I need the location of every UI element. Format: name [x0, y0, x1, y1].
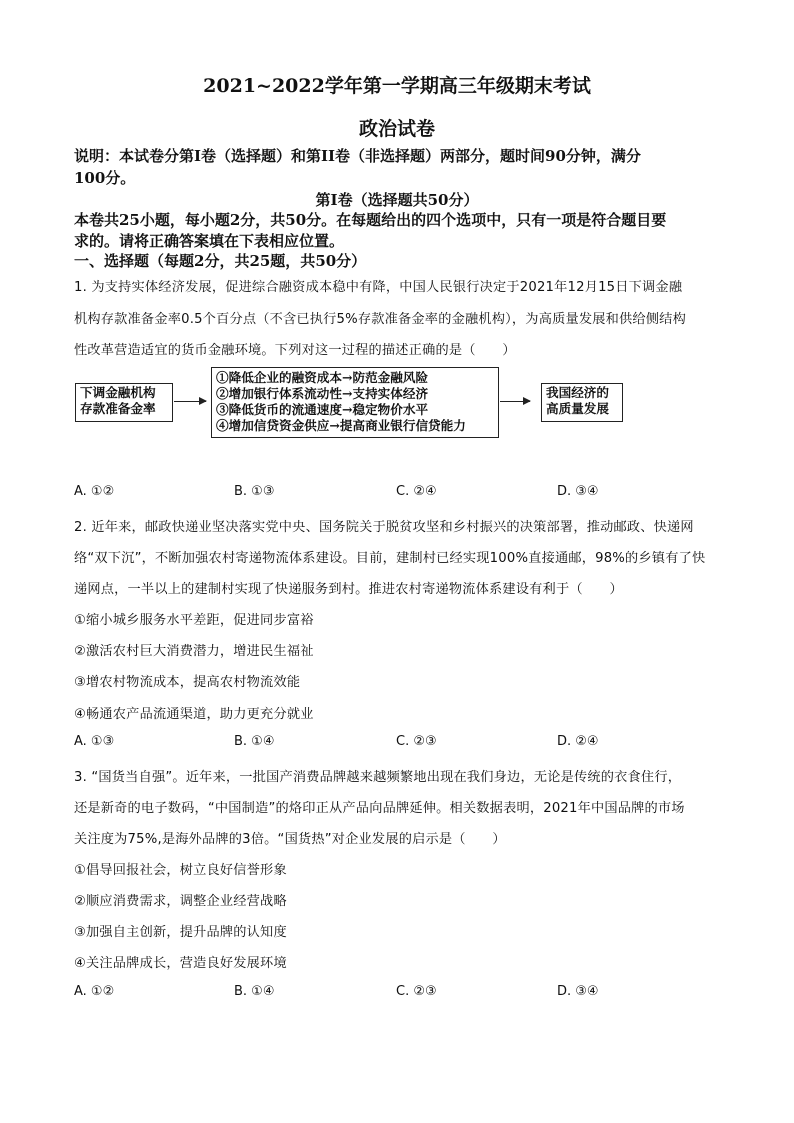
arrow-right-icon: [174, 401, 206, 402]
q2-stem-line-1: 2. 近年来，邮政快递业坚决落实党中央、国务院关于脱贫攻坚和乡村振兴的决策部署，推动邮政、快递网: [74, 520, 694, 535]
q1-diagram-item-2: ②增加银行体系流动性→支持实体经济: [216, 386, 429, 401]
arrow-right-icon: [500, 401, 530, 402]
section-heading: 第Ⅰ卷（选择题共50分）: [315, 191, 479, 209]
q1-diagram-right-box: [541, 383, 623, 422]
q1-option-d[interactable]: D. ③④: [557, 484, 599, 499]
q3-stem-line-2: 还是新奇的电子数码，“中国制造”的烙印正从产品向品牌延伸。相关数据表明，2021年中国品牌的市场: [74, 801, 685, 816]
q1-diagram-middle-box: [211, 367, 499, 438]
q2-statement-4: ④畅通农产品流通渠道，助力更充分就业: [74, 707, 314, 722]
q3-statement-2: ②顺应消费需求，调整企业经营战略: [74, 894, 287, 909]
q1-diagram-item-1: ①降低企业的融资成本→防范金融风险: [216, 370, 429, 385]
exam-title: 2021~2022学年第一学期高三年级期末考试: [203, 75, 591, 97]
q1-diagram-right-line-1: 我国经济的: [546, 385, 609, 400]
q2-option-c[interactable]: C. ②③: [396, 734, 437, 749]
q2-statement-1: ①缩小城乡服务水平差距，促进同步富裕: [74, 613, 314, 628]
q1-stem-line-2: 机构存款准备金率0.5个百分点（不含已执行5%存款准备金率的金融机构），为高质量发展和供给侧结构: [74, 312, 686, 327]
section-intro-line-2: 求的。请将正确答案填在下表相应位置。: [74, 232, 345, 250]
q1-diagram-left-line-1: 下调金融机构: [80, 385, 156, 400]
q2-statement-2: ②激活农村巨大消费潜力，增进民生福祉: [74, 644, 314, 659]
q3-statement-1: ①倡导回报社会，树立良好信誉形象: [74, 863, 287, 878]
q3-stem-line-3: 关注度为75%,是海外品牌的3倍。“国货热”对企业发展的启示是（ ）: [74, 832, 506, 847]
exam-subject: 政治试卷: [358, 118, 435, 140]
part-title: 一、选择题（每题2分，共25题，共50分）: [74, 252, 367, 270]
q2-stem-line-2: 络“双下沉”，不断加强农村寄递物流体系建设。目前，建制村已经实现100%直接通邮，98%的乡镇有了快: [74, 551, 706, 566]
q1-stem-line-3: 性改革营造适宜的货币金融环境。下列对这一过程的描述正确的是（ ）: [74, 343, 516, 358]
q1-option-a[interactable]: A. ①②: [74, 484, 115, 499]
q1-diagram-item-4: ④增加信贷资金供应→提高商业银行信贷能力: [216, 418, 466, 433]
q1-option-b[interactable]: B. ①③: [234, 484, 275, 499]
q1-option-c[interactable]: C. ②④: [396, 484, 437, 499]
q3-statement-4: ④关注品牌成长，营造良好发展环境: [74, 956, 287, 971]
q1-stem-line-1: 1. 为支持实体经济发展，促进综合融资成本稳中有降，中国人民银行决定于2021年12月15日下调金融: [74, 280, 683, 295]
section-intro-line-1: 本卷共25小题，每小题2分，共50分。在每题给出的四个选项中，只有一项是符合题目要: [74, 211, 667, 229]
q2-stem-line-3: 递网点，一半以上的建制村实现了快递服务到村。推进农村寄递物流体系建设有利于（ ）: [74, 582, 623, 597]
q3-option-c[interactable]: C. ②③: [396, 984, 437, 999]
q1-diagram-right-line-2: 高质量发展: [546, 401, 609, 416]
q2-option-d[interactable]: D. ②④: [557, 734, 599, 749]
q2-option-b[interactable]: B. ①④: [234, 734, 275, 749]
q1-diagram-item-3: ③降低货币的流通速度→稳定物价水平: [216, 402, 429, 417]
q1-diagram-left-line-2: 存款准备金率: [80, 401, 156, 416]
instructions-line-2: 100分。: [74, 169, 136, 187]
q3-stem-line-1: 3. “国货当自强”。近年来，一批国产消费品牌越来越频繁地出现在我们身边，无论是传统的衣食住行，: [74, 770, 682, 785]
q3-option-a[interactable]: A. ①②: [74, 984, 115, 999]
q3-option-d[interactable]: D. ③④: [557, 984, 599, 999]
q3-option-b[interactable]: B. ①④: [234, 984, 275, 999]
q1-diagram-left-box: [75, 383, 173, 422]
q2-option-a[interactable]: A. ①③: [74, 734, 115, 749]
instructions-line-1: 说明：本试卷分第Ⅰ卷（选择题）和第II卷（非选择题）两部分，题时间90分钟，满分: [74, 147, 641, 165]
q3-statement-3: ③加强自主创新，提升品牌的认知度: [74, 925, 287, 940]
q2-statement-3: ③增农村物流成本，提高农村物流效能: [74, 675, 301, 690]
